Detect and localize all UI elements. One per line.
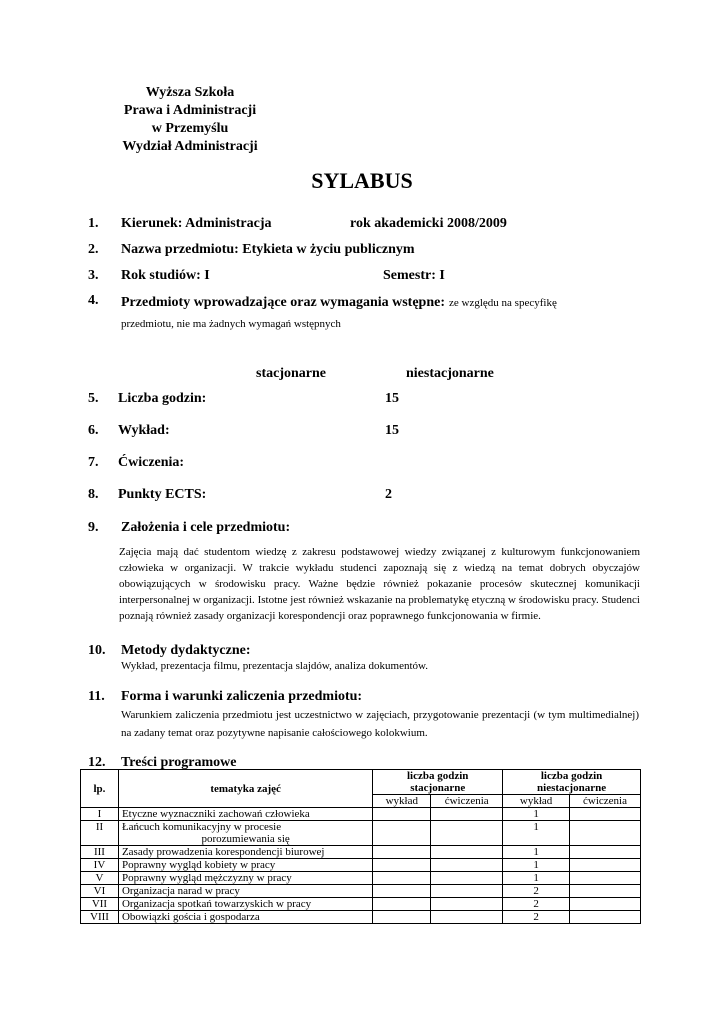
item-4-text-1: ze względu na specyfikę (449, 297, 557, 309)
row-niestac-cwiczenia (570, 885, 641, 898)
header-lp: lp. (81, 770, 119, 808)
row-stac-cwiczenia (431, 846, 503, 859)
row-stac-wyklad (373, 898, 431, 911)
hours-header-stacjonarne: stacjonarne (256, 366, 326, 381)
row-topic-line-1: Łańcuch komunikacyjny w procesie (121, 821, 282, 833)
row-topic: Obowiązki gościa i gospodarza (118, 911, 372, 924)
table-row (81, 885, 641, 898)
row-topic (118, 821, 372, 846)
row-topic-line-2: porozumiewania się (201, 833, 290, 845)
row-stac-wyklad (373, 808, 431, 821)
item-1-academic-year: rok akademicki 2008/2009 (350, 216, 507, 231)
item-9-text: Zajęcia mają dać studentom wiedzę z zakresu podstawowej wiedzy związanej z kulturowym funkcjonowaniem człowieka w organizacji. W trakcie wykładu studenci zapoznają się z wiedzą na temat dobrych obyczajów obowiązujących w środowisku pracy. Ważne będzie również pokazanie procesów skutecznej komunikacji interpersonalnej w organizacji. Istotne jest również wskazanie na problematykę etyczną w środowisku pracy. Studenci poznają również zasady organizacji korespondencji oraz poprawnego funkcjonowania w firmie. (119, 546, 640, 622)
row-niestac-wyklad: 1 (503, 859, 570, 872)
table-row (81, 911, 641, 924)
item-7-label: Ćwiczenia: (118, 455, 185, 470)
row-topic: Poprawny wygląd mężczyzny w pracy (118, 872, 372, 885)
subheader-niestac-cwiczenia: ćwiczenia (570, 795, 641, 808)
item-12-label: Treści programowe (121, 755, 237, 770)
row-lp: II (81, 821, 119, 846)
row-stac-cwiczenia (431, 885, 503, 898)
institution-header (100, 84, 280, 156)
row-topic: Poprawny wygląd kobiety w pracy (118, 859, 372, 872)
item-11-text: Warunkiem zaliczenia przedmiotu jest uczestnictwo w zajęciach, przygotowanie prezentacji (w tym multimedialnej) na zadany temat oraz pozytywne napisanie całościowego kolokwium. (121, 709, 639, 739)
header-topic: tematyka zajęć (118, 770, 372, 808)
row-topic: Zasady prowadzenia korespondencji biurowej (118, 846, 372, 859)
row-stac-cwiczenia (431, 911, 503, 924)
item-9-label: Założenia i cele przedmiotu: (121, 520, 291, 535)
row-niestac-wyklad: 1 (503, 872, 570, 885)
row-niestac-cwiczenia (570, 808, 641, 821)
row-topic: Organizacja narad w pracy (118, 885, 372, 898)
row-niestac-wyklad: 2 (503, 885, 570, 898)
item-6-value: 15 (385, 423, 399, 438)
header-niestacjonarne: liczba godzin niestacjonarne (503, 770, 641, 795)
item-9-number: 9. (88, 520, 99, 535)
institution-line-2: Prawa i Administracji (123, 103, 257, 118)
row-niestac-cwiczenia (570, 821, 641, 846)
table-header-row (81, 770, 641, 795)
item-4-text-2: przedmiotu, nie ma żadnych wymagań wstępnych (121, 318, 341, 330)
row-niestac-wyklad: 2 (503, 898, 570, 911)
item-8-value: 2 (385, 487, 392, 502)
item-5-number: 5. (88, 391, 99, 406)
row-stac-wyklad (373, 872, 431, 885)
item-2-label: Nazwa przedmiotu: Etykieta w życiu publicznym (121, 242, 415, 257)
item-8-label: Punkty ECTS: (118, 487, 207, 502)
institution-line-4: Wydział Administracji (122, 139, 258, 154)
row-stac-cwiczenia (431, 821, 503, 846)
row-stac-wyklad (373, 821, 431, 846)
item-2-number: 2. (88, 242, 99, 257)
row-niestac-cwiczenia (570, 911, 641, 924)
row-topic: Etyczne wyznaczniki zachowań człowieka (118, 808, 372, 821)
item-4-number: 4. (88, 293, 99, 308)
item-4-line (121, 293, 557, 311)
item-10-number: 10. (88, 643, 106, 658)
row-niestac-wyklad: 1 (503, 846, 570, 859)
row-stac-wyklad (373, 846, 431, 859)
table-row (81, 846, 641, 859)
hours-header-niestacjonarne: niestacjonarne (406, 366, 494, 381)
item-1-label: Kierunek: Administracja (121, 216, 272, 231)
row-lp: VII (81, 898, 119, 911)
row-niestac-wyklad: 2 (503, 911, 570, 924)
row-stac-cwiczenia (431, 859, 503, 872)
table-row (81, 872, 641, 885)
row-niestac-cwiczenia (570, 898, 641, 911)
item-3-semester: Semestr: I (383, 268, 445, 283)
item-10-text: Wykład, prezentacja filmu, prezentacja slajdów, analiza dokumentów. (121, 660, 429, 672)
row-stac-wyklad (373, 859, 431, 872)
document-title: SYLABUS (311, 168, 413, 193)
row-topic: Organizacja spotkań towarzyskich w pracy (118, 898, 372, 911)
row-stac-wyklad (373, 911, 431, 924)
subheader-stac-cwiczenia: ćwiczenia (431, 795, 503, 808)
item-10-label: Metody dydaktyczne: (121, 643, 251, 658)
table-row (81, 821, 641, 846)
institution-line-1: Wyższa Szkoła (145, 85, 235, 100)
row-lp: VI (81, 885, 119, 898)
table-row (81, 808, 641, 821)
item-1-number: 1. (88, 216, 99, 231)
item-11-label: Forma i warunki zaliczenia przedmiotu: (121, 689, 363, 704)
subheader-stac-wyklad: wykład (373, 795, 431, 808)
row-stac-cwiczenia (431, 872, 503, 885)
row-lp: III (81, 846, 119, 859)
item-6-number: 6. (88, 423, 99, 438)
row-niestac-wyklad: 1 (503, 808, 570, 821)
row-niestac-cwiczenia (570, 846, 641, 859)
item-4-label: Przedmioty wprowadzające oraz wymagania wstępne: (121, 295, 446, 310)
row-lp: VIII (81, 911, 119, 924)
institution-line-3: w Przemyślu (151, 121, 229, 136)
row-stac-cwiczenia (431, 898, 503, 911)
item-12-number: 12. (88, 755, 106, 770)
item-7-number: 7. (88, 455, 99, 470)
row-stac-cwiczenia (431, 808, 503, 821)
table-row (81, 898, 641, 911)
item-3-label: Rok studiów: I (121, 268, 210, 283)
item-8-number: 8. (88, 487, 99, 502)
item-5-label: Liczba godzin: (118, 391, 207, 406)
row-niestac-cwiczenia (570, 872, 641, 885)
row-lp: V (81, 872, 119, 885)
row-niestac-wyklad: 1 (503, 821, 570, 846)
table-row (81, 859, 641, 872)
item-11-number: 11. (88, 689, 105, 704)
item-3-number: 3. (88, 268, 99, 283)
row-lp: IV (81, 859, 119, 872)
row-lp: I (81, 808, 119, 821)
header-stacjonarne: liczba godzin stacjonarne (373, 770, 503, 795)
row-stac-wyklad (373, 885, 431, 898)
row-niestac-cwiczenia (570, 859, 641, 872)
program-table (80, 769, 641, 924)
item-6-label: Wykład: (118, 423, 170, 438)
subheader-niestac-wyklad: wykład (503, 795, 570, 808)
item-5-value: 15 (385, 391, 399, 406)
